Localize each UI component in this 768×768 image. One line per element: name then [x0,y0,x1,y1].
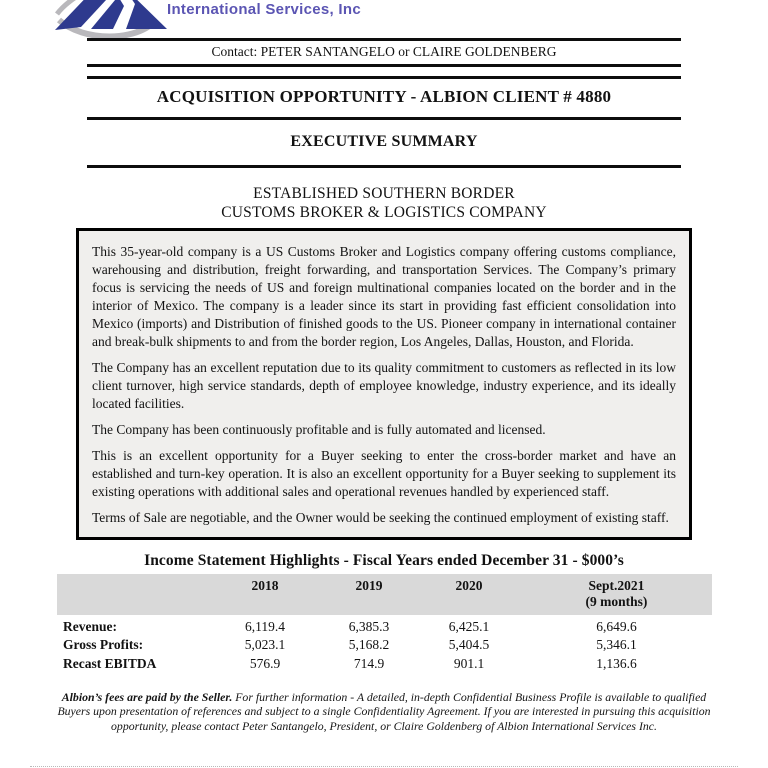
year-column-header: 2020 [417,574,521,615]
cell-value: 714.9 [353,655,385,671]
row-label: Recast EBITDA [63,655,157,671]
company-subtitle-line2: CUSTOMS BROKER & LOGISTICS COMPANY [221,204,547,221]
table-header-row [57,574,712,615]
executive-summary-title: EXECUTIVE SUMMARY [290,133,478,150]
divider-rule [87,165,681,168]
footer-lead: Albion’s fees are paid by the Seller. [61,689,233,704]
year-column-header: 2019 [321,574,417,615]
cell-value: 5,404.5 [448,637,490,653]
year-column-header-note: (9 months) [585,594,648,609]
page-bottom-edge [30,766,738,767]
cell-value: 6,649.6 [596,619,637,634]
overview-paragraph: The Company has an excellent reputation due to its quality commitment to customers as reflected in its low client turnover, high service standards, depth of employee knowledge, industry experience, and its ideally located facilities. [92,360,676,411]
contact-line: Contact: PETER SANTANGELO or CLAIRE GOLDENBERG [211,44,557,59]
acquisition-title: ACQUISITION OPPORTUNITY - ALBION CLIENT # 4880 [156,87,612,106]
overview-box [76,228,692,540]
overview-paragraph: This is an excellent opportunity for a Buyer seeking to enter the cross-border market and have an established and turn-key operation. It is also an excellent opportunity for a Buyer seeking to supplement its existing operations with additional sales and operational revenues handled by experienced staff. [92,448,676,499]
overview-paragraph: This 35-year-old company is a US Customs Broker and Logistics company offering customs compliance, warehousing and distribution, freight forwarding, and transportation Services. The Company’s primary focus is servicing the needs of US and foreign multinational companies located on the border and in the interior of Mexico. The company is a leader since its start in providing fast efficient consolidation into Mexico (imports) and Distribution of finished goods to the US. Pioneer company in international container and break-bulk shipments to and from the border region, Los Angeles, Dallas, Houston, and Florida. [92,244,676,349]
company-name: International Services, Inc [167,1,362,18]
heading-block [87,38,681,168]
income-table-title: Income Statement Highlights - Fiscal Years ended December 31 - $000’s [144,552,624,569]
overview-paragraph: The Company has been continuously profitable and is fully automated and licensed. [92,422,546,437]
footer-text: For further information - A detailed, in-depth Confidential Business Profile is available to qualified Buyers upon presentation of references and subject to a single Confidentiality Agreement. If you are interested in pursuing this acquisition opportunity, please contact Peter Santangelo, President, or Claire Goldenberg of Albion International Services Inc. [57,689,711,734]
row-label: Gross Profits: [63,637,144,653]
cell-value: 1,136.6 [596,655,637,671]
cell-value: 5,023.1 [244,637,286,653]
company-logo-icon [55,0,167,38]
year-column-header [521,574,712,615]
year-column-header: 2018 [209,574,321,615]
table-row [57,615,712,636]
table-row [57,636,712,654]
logo-row [0,0,768,38]
company-subtitle [0,184,768,222]
cell-value: 5,346.1 [596,637,637,653]
cell-value: 6,385.3 [348,619,390,634]
company-subtitle-line1: ESTABLISHED SOUTHERN BORDER [253,185,515,202]
cell-value: 6,425.1 [448,619,490,634]
table-row [57,655,712,673]
footer-note [46,690,722,734]
row-label: Revenue: [63,619,117,634]
cell-value: 6,119.4 [245,619,285,634]
cell-value: 901.1 [453,655,485,671]
cell-value: 576.9 [249,655,281,671]
blank-header-cell [57,574,209,615]
year-column-header-line1: Sept.2021 [588,578,645,593]
rule-spacer [87,67,681,76]
cell-value: 5,168.2 [348,637,390,653]
income-table [57,574,712,673]
overview-paragraph: Terms of Sale are negotiable, and the Owner would be seeking the continued employment of existing staff. [92,510,669,525]
